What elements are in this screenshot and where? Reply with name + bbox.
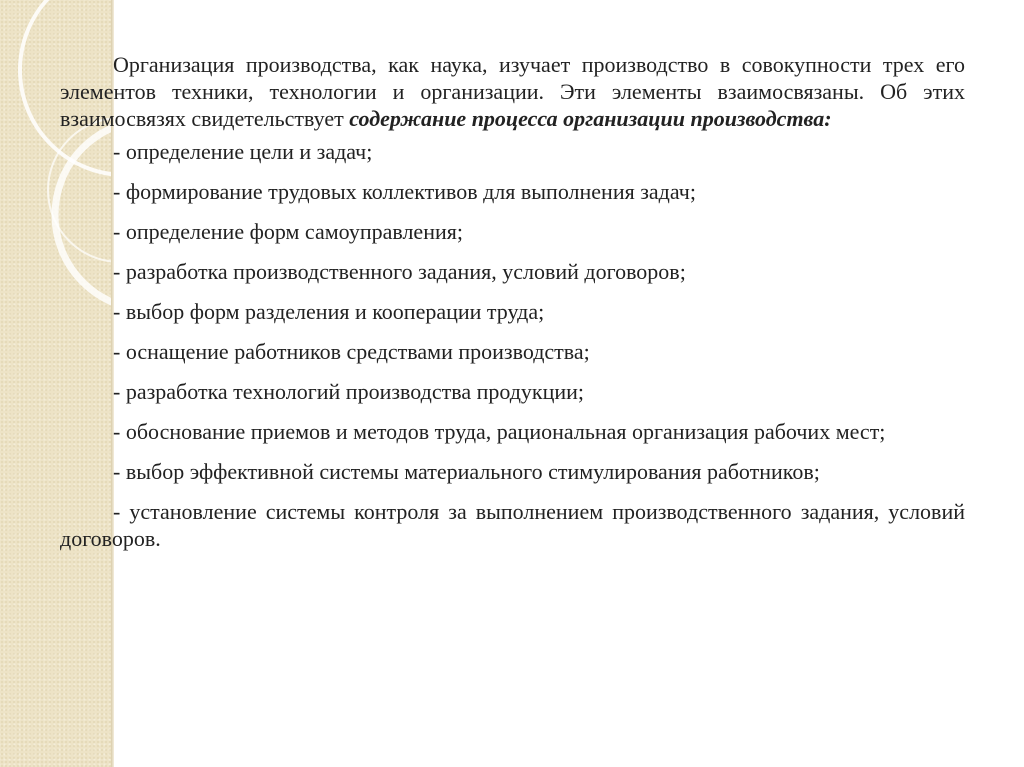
- list-item: - установление системы контроля за выполнением производственного задания, условий договоров.: [60, 499, 965, 551]
- list-item: - выбор форм разделения и кооперации труда;: [113, 299, 545, 324]
- list-item: - определение цели и задач;: [113, 139, 373, 164]
- list-item: - разработка технологий производства продукции;: [113, 379, 585, 404]
- intro-text: Организация производства, как наука, изучает производство в совокупности трех его элементов техники, технологии и организации. Эти элементы взаимосвязаны. Об этих взаимосвязях свидетельствует: [60, 52, 965, 131]
- intro-paragraph: [60, 51, 965, 132]
- intro-emphasis: содержание процесса организации производства: [349, 106, 825, 131]
- list-item: - разработка производственного задания, условий договоров;: [113, 259, 686, 284]
- intro-colon: :: [824, 106, 832, 131]
- list-item: - определение форм самоуправления;: [113, 219, 463, 244]
- list-item: - формирование трудовых коллективов для выполнения задач;: [113, 179, 696, 204]
- list-item: - обоснование приемов и методов труда, рациональная организация рабочих мест;: [113, 419, 886, 444]
- list-item: - оснащение работников средствами производства;: [113, 339, 590, 364]
- slide-text-body: [60, 51, 965, 565]
- list-item: - выбор эффективной системы материального стимулирования работников;: [113, 459, 820, 484]
